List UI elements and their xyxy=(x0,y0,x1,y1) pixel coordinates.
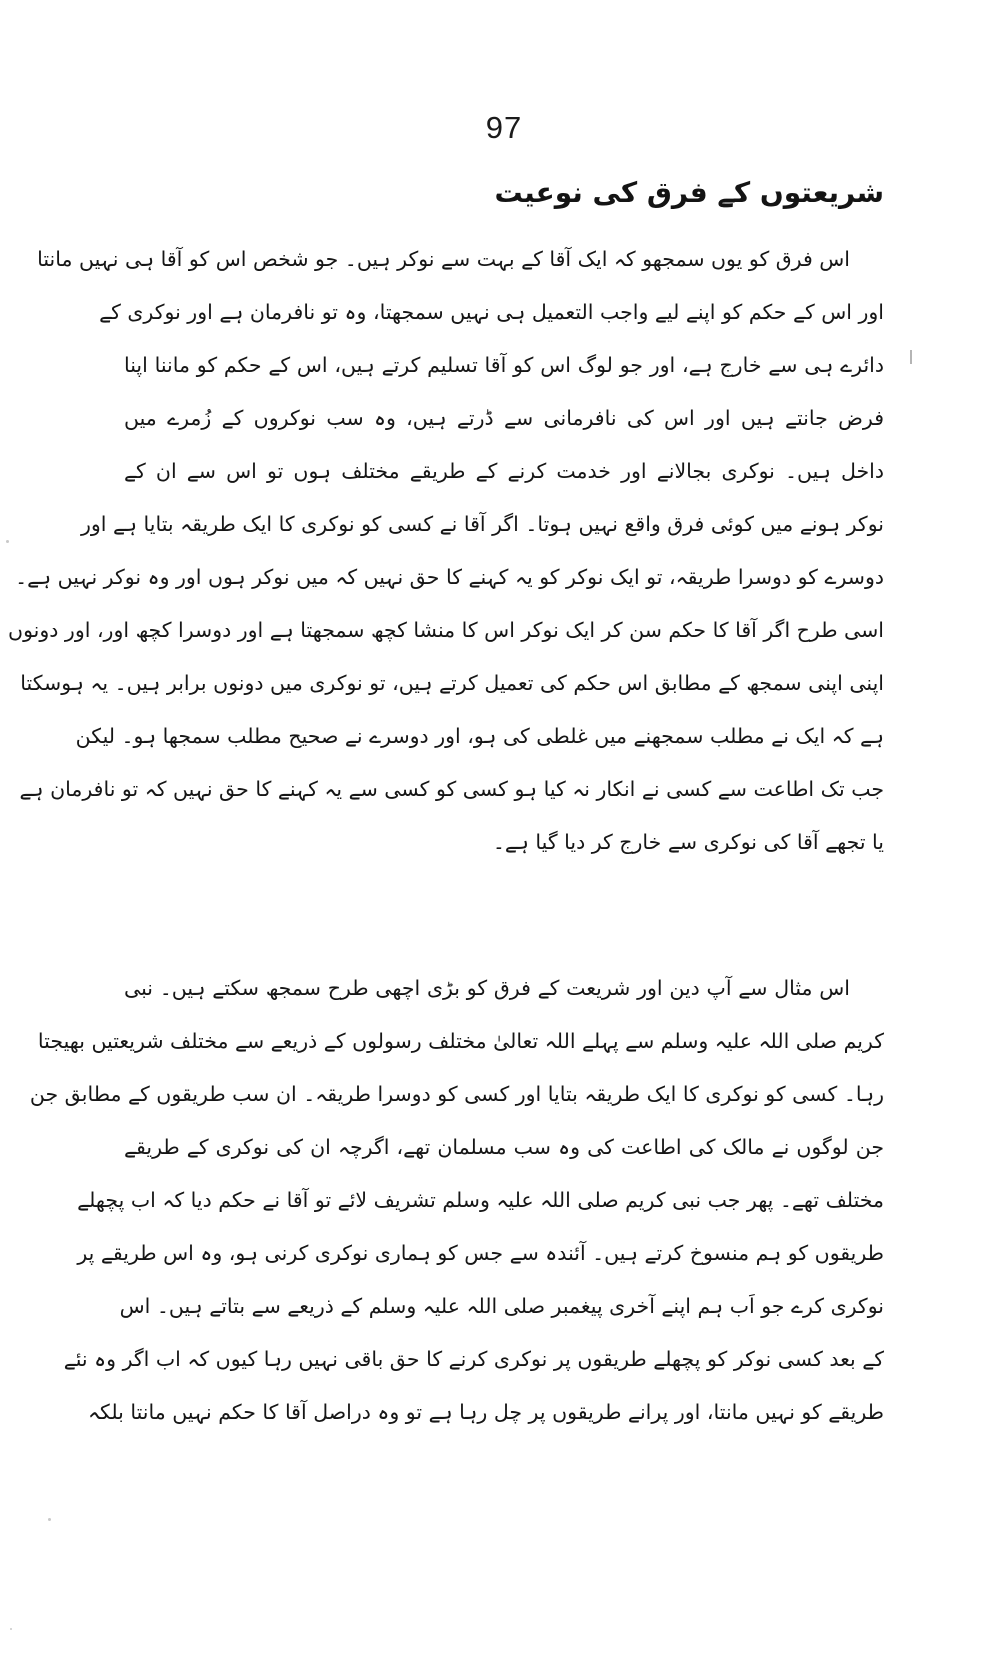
text-line: دوسرے کو دوسرا طریقہ، تو ایک نوکر کو یہ کہنے کا حق نہیں کہ میں نوکر ہوں اور وہ نوکر نہیں ہے۔ xyxy=(15,565,884,589)
text-line: فرض جانتے ہیں اور اس کی نافرمانی سے ڈرتے ہیں، وہ سب نوکروں کے زُمرے میں xyxy=(124,406,884,430)
paper-speck xyxy=(48,1518,51,1521)
paragraph-2 xyxy=(29,962,884,1439)
text-line: داخل ہیں۔ نوکری بجالانے اور خدمت کرنے کے طریقے مختلف ہوں تو اس سے ان کے xyxy=(124,459,884,483)
text-line: اور اس کے حکم کو اپنے لیے واجب التعمیل ہی نہیں سمجھتا، وہ تو نافرمان ہے اور نوکری کے xyxy=(99,300,884,324)
text-line: یا تجھے آقا کی نوکری سے خارج کر دیا گیا ہے۔ xyxy=(492,830,884,854)
text-line: طریقوں کو ہم منسوخ کرتے ہیں۔ آئندہ سے جس کو ہماری نوکری کرنی ہو، وہ اس طریقے پر xyxy=(77,1241,884,1265)
page-number: 97 xyxy=(485,110,523,145)
paragraph-1 xyxy=(8,233,884,869)
text-line: ہے کہ ایک نے مطلب سمجھنے میں غلطی کی ہو، اور دوسرے نے صحیح مطلب سمجھا ہو۔ لیکن xyxy=(75,724,884,748)
text-line: نوکر ہونے میں کوئی فرق واقع نہیں ہوتا۔ اگر آقا نے کسی کو نوکری کا ایک طریقہ بتایا ہے اور xyxy=(80,512,884,536)
text-line: اس مثال سے آپ دین اور شریعت کے فرق کو بڑی اچھی طرح سمجھ سکتے ہیں۔ نبی xyxy=(124,976,850,1000)
text-line: مختلف تھے۔ پھر جب نبی کریم صلی اللہ علیہ وسلم تشریف لائے تو آقا نے حکم دیا کہ اب پچھلے xyxy=(77,1188,884,1212)
paper-speck xyxy=(10,1628,12,1630)
text-line: اس فرق کو یوں سمجھو کہ ایک آقا کے بہت سے نوکر ہیں۔ جو شخص اس کو آقا ہی نہیں مانتا xyxy=(37,247,850,271)
section-heading: شریعتوں کے فرق کی نوعیت xyxy=(494,176,884,209)
paper-speck xyxy=(6,540,9,543)
text-line: اپنی اپنی سمجھ کے مطابق اس حکم کی تعمیل کرتے ہیں، تو نوکری میں دونوں برابر ہیں۔ یہ ہوسکتا xyxy=(20,671,884,695)
text-line: کریم صلی اللہ علیہ وسلم سے پہلے اللہ تعالیٰ مختلف رسولوں کے ذریعے سے مختلف شریعتیں بھیجتا xyxy=(37,1029,884,1053)
text-line: جن لوگوں نے مالک کی اطاعت کی وہ سب مسلمان تھے، اگرچہ ان کی نوکری کے طریقے xyxy=(124,1135,884,1159)
margin-mark xyxy=(910,350,912,364)
text-line: نوکری کرے جو اَب ہم اپنے آخری پیغمبر صلی اللہ علیہ وسلم کے ذریعے سے بتاتے ہیں۔ اس xyxy=(119,1294,884,1318)
text-line: کے بعد کسی نوکر کو پچھلے طریقوں پر نوکری کرنے کا حق باقی نہیں رہا کیوں کہ اب اگر وہ نئے xyxy=(63,1347,884,1371)
text-line: دائرے ہی سے خارج ہے، اور جو لوگ اس کو آقا تسلیم کرتے ہیں، اس کے حکم کو ماننا اپنا xyxy=(124,353,884,377)
text-line: طریقے کو نہیں مانتا، اور پرانے طریقوں پر چل رہا ہے تو وہ دراصل آقا کا حکم نہیں مانتا بلکہ xyxy=(88,1400,884,1424)
text-line: اسی طرح اگر آقا کا حکم سن کر ایک نوکر اس کا منشا کچھ سمجھتا ہے اور دوسرا کچھ اور، اور دونوں xyxy=(8,618,884,642)
text-line: جب تک اطاعت سے کسی نے انکار نہ کیا ہو کسی کو کسی سے یہ کہنے کا حق نہیں کہ تو نافرمان ہے xyxy=(19,777,884,801)
text-line: رہا۔ کسی کو نوکری کا ایک طریقہ بتایا اور کسی کو دوسرا طریقہ۔ ان سب طریقوں کے مطابق جن xyxy=(29,1082,884,1106)
